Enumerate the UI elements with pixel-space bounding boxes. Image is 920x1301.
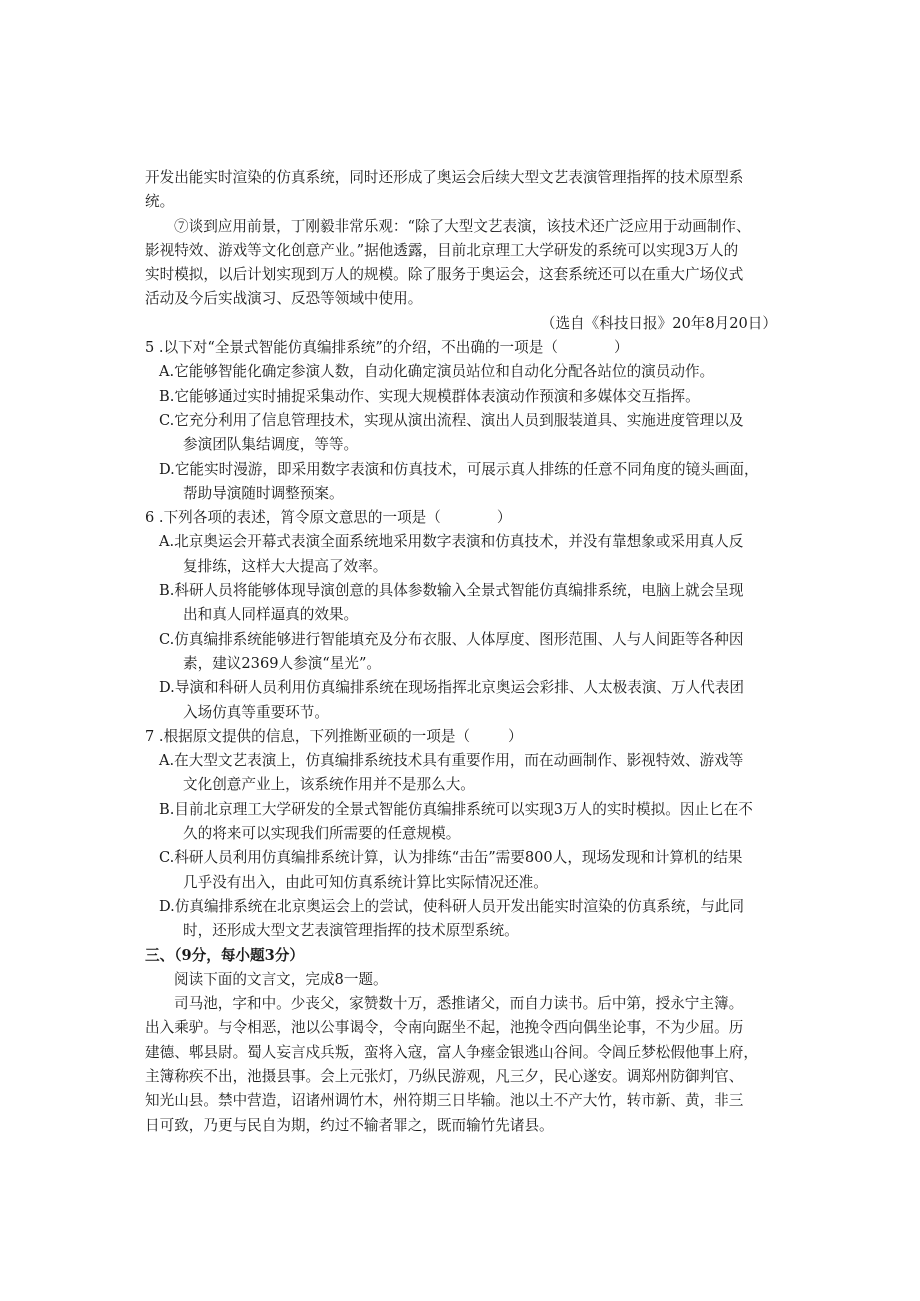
question-stem: 7 .根据原文提供的信息，下列推断亚硕的一项是（ ） [145, 727, 523, 745]
option-d-continued: 时，还形成大型文艺表演管理指挥的技术原型系统。 [183, 922, 519, 940]
text-line: 统。 [145, 193, 175, 211]
classical-text-line: 日可致，乃更与民自为期，约过不输者罪之，既而输竹先诸县。 [145, 1116, 554, 1134]
section-3 [145, 944, 785, 1138]
option-d: D.它能实时漫游，即采用数字表演和仿真技术，可展示真人排练的任意不同角度的镜头画面， [159, 460, 759, 478]
section-heading: 三、（9分，每小题3分） [145, 946, 304, 964]
option-b: B.科研人员将能够体现导演创意的具体参数输入全景式智能仿真编排系统，电脑上就会呈现 [159, 582, 744, 600]
classical-text-line: 主簿称疾不出，池摄县事。会上元张灯，乃纵民游观，凡三夕，民心遂安。调郑州防御判官、 [145, 1067, 744, 1085]
option-d: D.仿真编排系统在北京奥运会上的尝试，使科研人员开发出能实时渲染的仿真系统，与此同 [159, 897, 744, 915]
option-d: D.导演和科研人员利用仿真编排系统在现场指挥北京奥运会彩排、人太极表演、万人代表团 [159, 679, 744, 697]
classical-text-line: 知光山县。禁中营造，诏诸州调竹木，州符期三日毕输。池以土不产大竹，转市新、黄，非三 [145, 1092, 744, 1110]
option-c-continued: 素，建议2369人参演“星光”。 [183, 654, 381, 672]
passage-paragraph-6-tail [145, 166, 785, 215]
passage-paragraph-7 [145, 215, 785, 312]
option-b-continued: 出和真人同样逼真的效果。 [183, 606, 359, 624]
option-c: C.它充分利用了信息管理技术，实现从演出流程、演出人员到服装道具、实施进度管理以及 [159, 411, 744, 429]
classical-text-line: 司马池，字和中。少丧父，家赞数十万，悉推诸父，而自力读书。后中第，授永宁主簿。 [174, 995, 744, 1013]
option-d-continued: 入场仿真等重要环节。 [183, 703, 329, 721]
text-line: 实时模拟，以后计划实现到万人的规模。除了服务于奥运会，这套系统还可以在重大广场仪式 [145, 266, 744, 284]
option-a: A.在大型文艺表演上，仿真编排系统技术具有重要作用，而在动画制作、影视特效、游戏等 [159, 752, 744, 770]
question-stem: 6 .下列各项的表述，筲令原文意思的一项是（ ） [145, 509, 512, 527]
question-5 [145, 336, 785, 506]
source-citation: （选自《科技日报》20年8月20日） [540, 314, 777, 332]
option-b: B.目前北京理工大学研发的全景式智能仿真编排系统可以实现3万人的实时模拟。因止匕在不 [159, 800, 753, 818]
classical-text-line: 建德、郫县尉。蜀人妄言戍兵叛，蛮将入寇，富人争瘗金银逃山谷间。令阊丘梦松假他事上府， [145, 1043, 758, 1061]
classical-text-line: 出入乘驴。与令相恶，池以公事谒令，令南向踞坐不起，池挽令西向偶坐论事，不为少屈。历 [145, 1019, 744, 1037]
option-c: C.仿真编排系统能够进行智能填充及分布衣服、人体厚度、图形范围、人与人间距等各种因 [159, 630, 744, 648]
option-b: B.它能够通过实时捕捉采集动作、实现大规模群体表演动作预演和多媒体交互指挥。 [159, 387, 700, 405]
question-6 [145, 506, 785, 725]
option-c-continued: 参演团队集结调度，等等。 [183, 436, 359, 454]
option-a-continued: 复排练，这样大大提高了效率。 [183, 557, 388, 575]
option-d-continued: 帮助导演随时调整预案。 [183, 484, 344, 502]
question-7 [145, 725, 785, 944]
option-b-continued: 久的将来可以实现我们所需要的任意规模。 [183, 825, 461, 843]
text-line: 影视特效、游戏等文化创意产业。”据他透露，目前北京理工大学研发的系统可以实现3万人的 [145, 241, 739, 259]
option-c: C.科研人员利用仿真编排系统计算，认为排练“击缶”需要800人，现场发现和计算机的结果 [159, 849, 743, 867]
option-a: A.北京奥运会开幕式表演全面系统地采用数字表演和仿真技术，并没有靠想象或采用真人反 [159, 533, 744, 551]
exam-page [145, 166, 785, 1138]
text-line: 活动及今后实战演习、反恐等领域中使用。 [145, 290, 423, 308]
option-a-continued: 文化创意产业上，该系统作用并不是那么大。 [183, 776, 475, 794]
text-line: 开发出能实时渲染的仿真系统，同时还形成了奥运会后续大型文艺表演管理指挥的技术原型系 [145, 169, 744, 186]
question-stem: 5 .以下对“全景式智能仿真编排系统”的介绍，不出确的一项是（ ） [145, 339, 629, 357]
text-line: ⑦谈到应用前景，丁刚毅非常乐观：“除了大型文艺表演，该技术还广泛应用于动画制作、 [174, 217, 751, 235]
section-instruction: 阅读下面的文言文，完成8一题。 [174, 970, 388, 988]
option-c-continued: 几乎没有出入，由此可知仿真系统计算比实际情况还准。 [183, 873, 548, 891]
option-a: A.它能够智能化确定参演人数，自动化确定演员站位和自动化分配各站位的演员动作。 [159, 363, 715, 381]
